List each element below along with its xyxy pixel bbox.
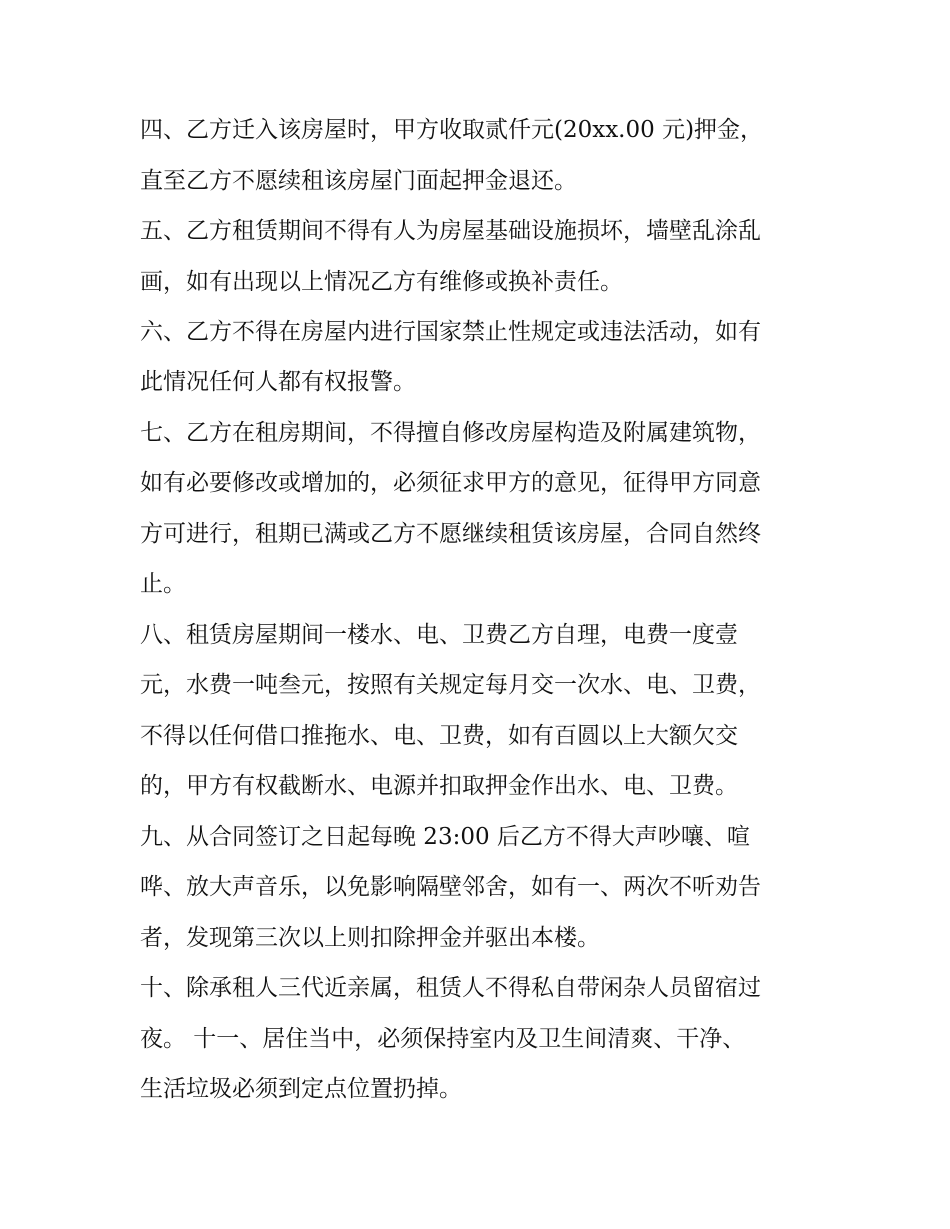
clause-11-line-3: 生活垃圾必须到定点位置扔掉。: [140, 1076, 462, 1102]
clause-4-line-1: 四、乙方迁入该房屋时，甲方收取贰仟元(20xx.00 元)押金，: [140, 117, 764, 143]
clause-8-line-1: 八、租赁房屋期间一楼水、电、卫费乙方自理，电费一度壹: [140, 622, 738, 648]
clause-6-line-1: 六、乙方不得在房屋内进行国家禁止性规定或违法活动，如有: [140, 319, 761, 345]
clause-8-line-3: 不得以任何借口推拖水、电、卫费，如有百圆以上大额欠交: [140, 723, 738, 749]
clause-5-line-2: 画，如有出现以上情况乙方有维修或换补责任。: [140, 269, 623, 295]
clause-7-line-2: 如有必要修改或增加的，必须征求甲方的意见，征得甲方同意: [140, 470, 761, 496]
clause-9-line-3: 者，发现第三次以上则扣除押金并驱出本楼。: [140, 925, 600, 951]
clause-9-line-1: 九、从合同签订之日起每晚 23:00 后乙方不得大声吵嚷、喧: [140, 824, 750, 850]
clause-7-line-1: 七、乙方在租房期间，不得擅自修改房屋构造及附属建筑物，: [140, 420, 761, 446]
clause-7-line-3: 方可进行，租期已满或乙方不愿继续租赁该房屋，合同自然终: [140, 521, 761, 547]
clause-4-line-2: 直至乙方不愿续租该房屋门面起押金退还。: [140, 168, 577, 194]
clause-10-11-line-2: 夜。 十一、居住当中，必须保持室内及卫生间清爽、干净、: [140, 1026, 746, 1052]
clause-8-line-4: 的，甲方有权截断水、电源并扣取押金作出水、电、卫费。: [140, 773, 738, 799]
clause-8-line-2: 元，水费一吨叁元，按照有关规定每月交一次水、电、卫费，: [140, 672, 761, 698]
clause-10-line-1: 十、除承租人三代近亲属，租赁人不得私自带闲杂人员留宿过: [140, 975, 761, 1001]
clause-7-line-4: 止。: [140, 571, 186, 597]
clause-5-line-1: 五、乙方租赁期间不得有人为房屋基础设施损坏，墙壁乱涂乱: [140, 218, 761, 244]
clause-9-line-2: 哗、放大声音乐，以免影响隔壁邻舍，如有一、两次不听劝告: [140, 874, 761, 900]
clause-6-line-2: 此情况任何人都有权报警。: [140, 369, 416, 395]
